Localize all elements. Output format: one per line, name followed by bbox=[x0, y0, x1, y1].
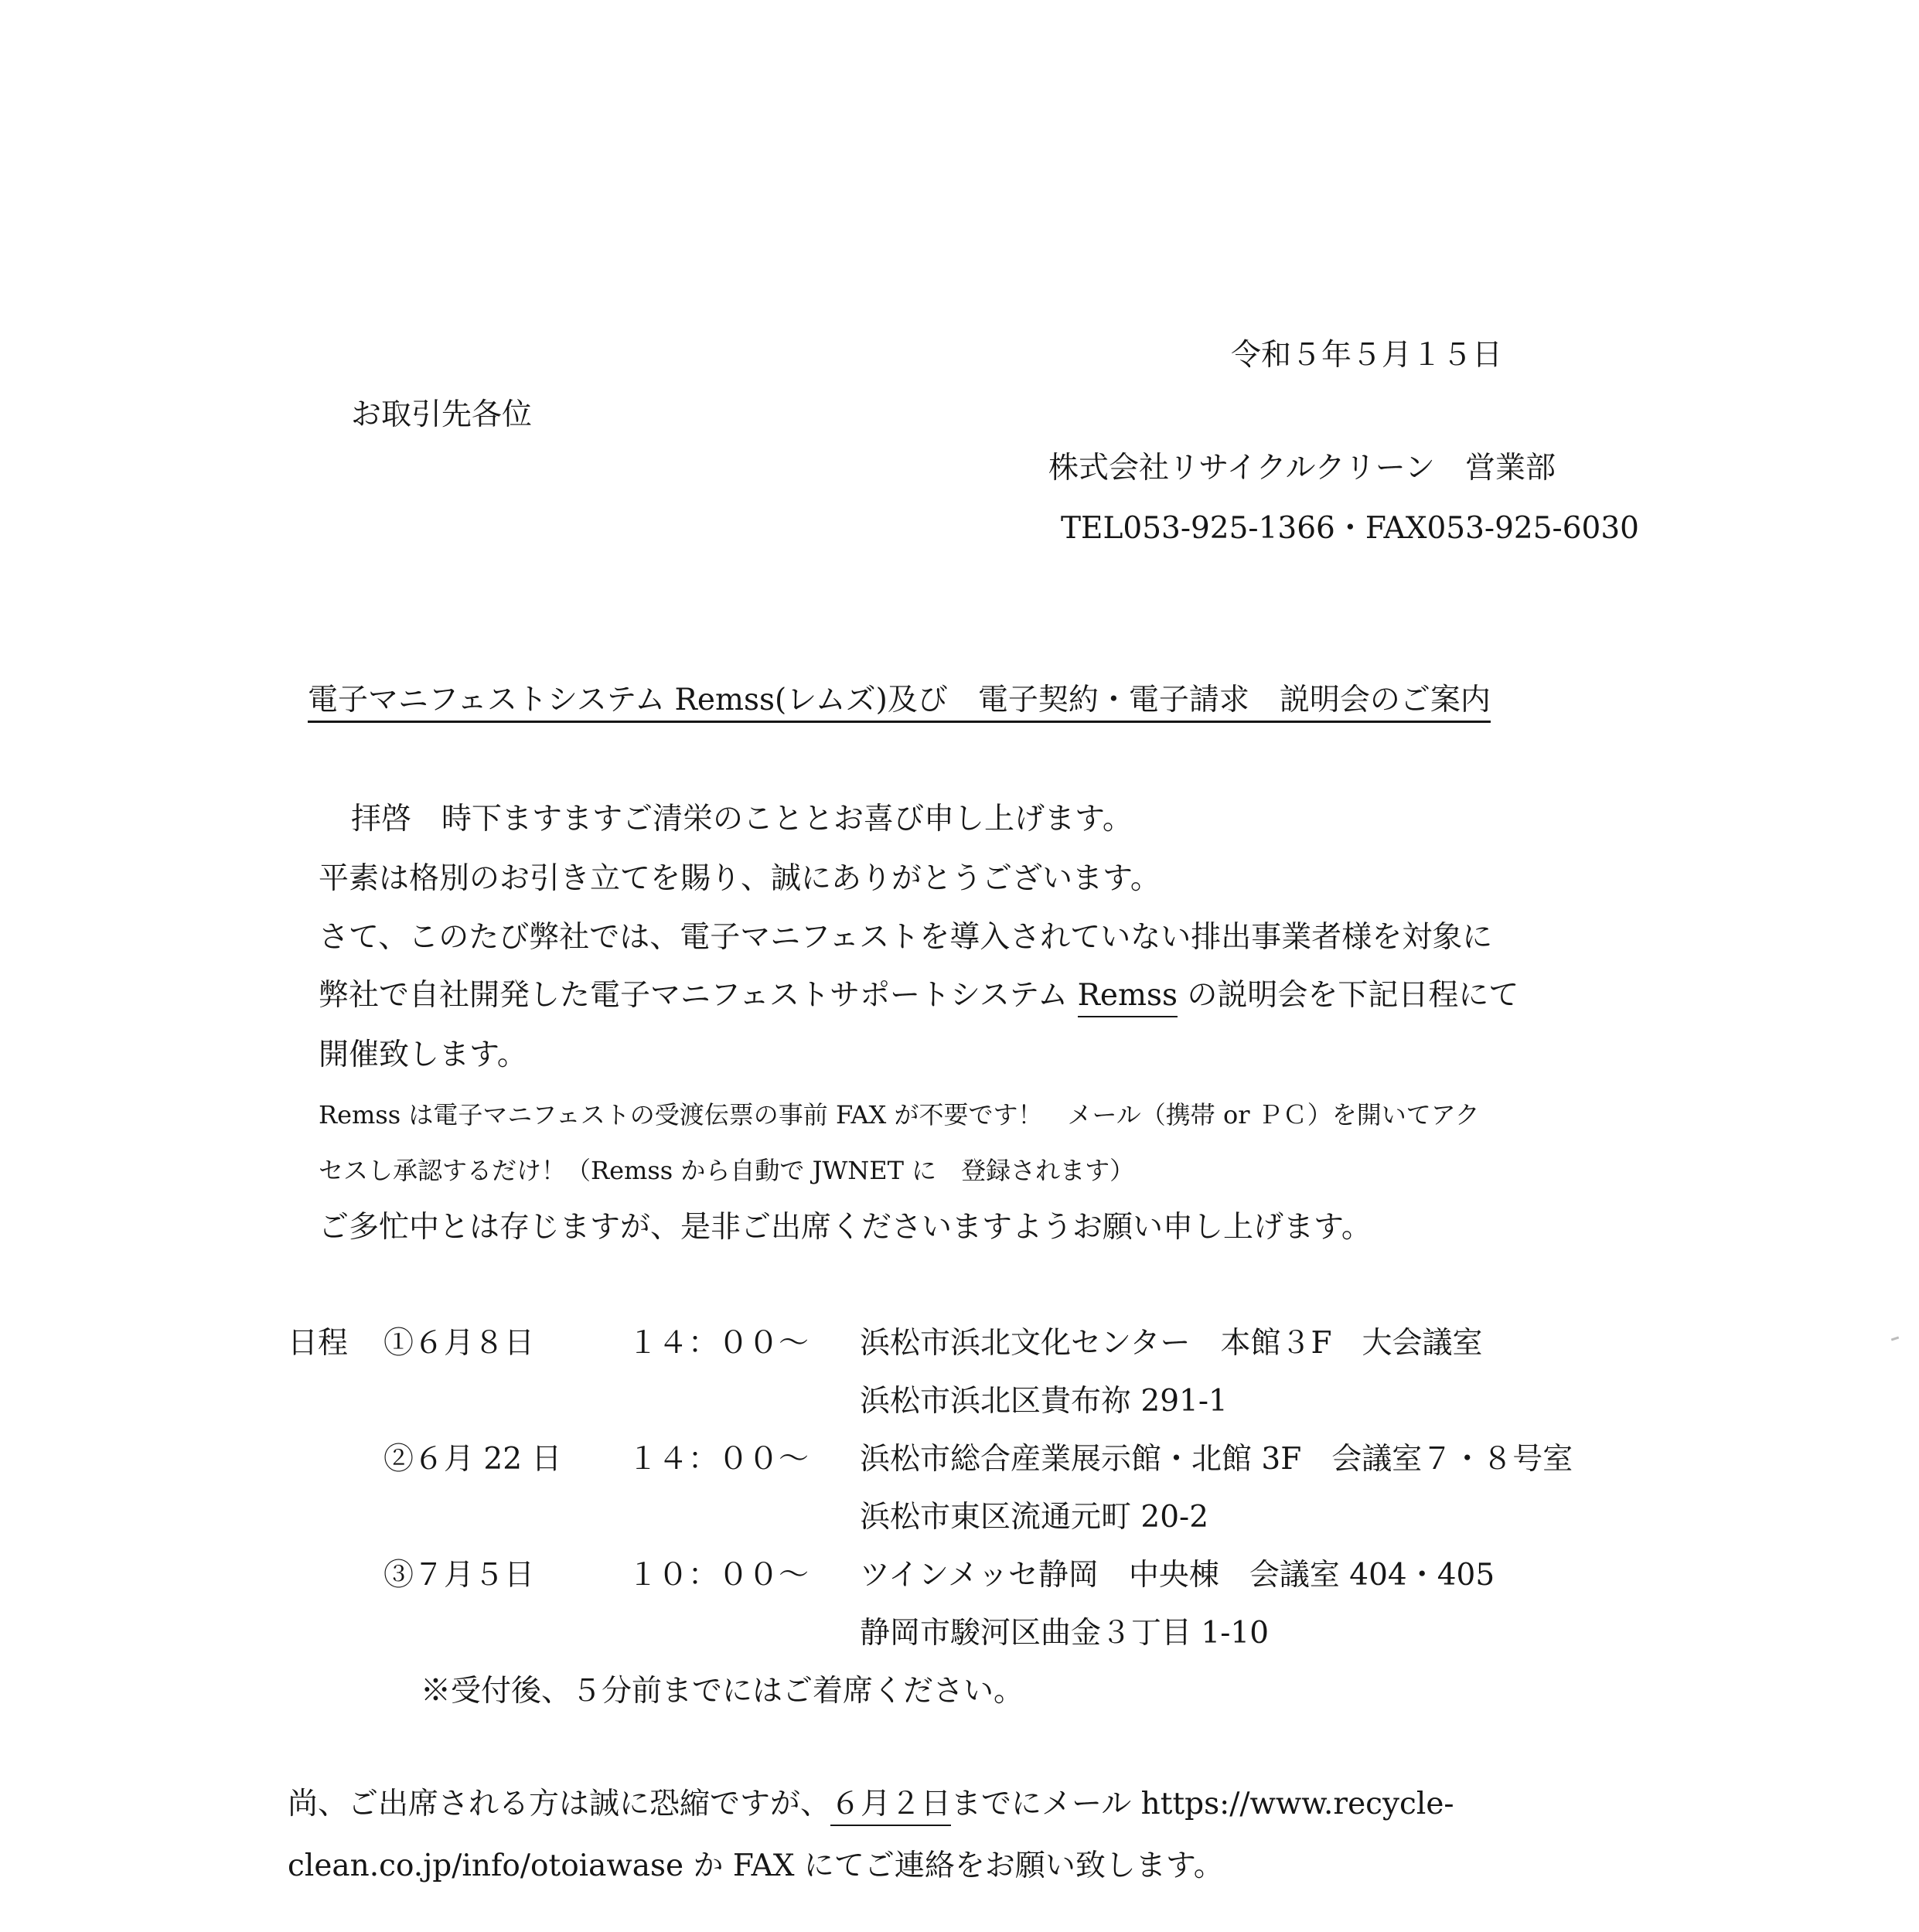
body-line-4-post: の説明会を下記日程にて bbox=[1178, 978, 1519, 1013]
scan-speck bbox=[1891, 1337, 1899, 1341]
closing-line-1-pre: 尚、ご出席される方は誠に恐縮ですが、 bbox=[288, 1787, 831, 1821]
recipient: お取引先各位 bbox=[351, 397, 533, 432]
body-line-4 bbox=[319, 978, 1519, 1013]
schedule-date-3: ③７月５日 bbox=[383, 1558, 535, 1593]
body-line-5: 開催致します。 bbox=[319, 1038, 527, 1072]
schedule-venue-3: ツインメッセ静岡 中央棟 会議室 404・405 bbox=[860, 1558, 1495, 1593]
sender-contact: TEL053-925-1366・FAX053-925-6030 bbox=[1061, 511, 1639, 546]
schedule-time-3: １０：００～ bbox=[628, 1558, 810, 1593]
schedule-venue-2: 浜松市総合産業展示館・北館 3F 会議室７・８号室 bbox=[860, 1442, 1573, 1477]
body-line-6: Remss は電子マニフェストの受渡伝票の事前 FAX が不要です！ メール（携帯 or ＰＣ）を開いてアク bbox=[319, 1100, 1480, 1130]
deadline-underlined: ６月２日 bbox=[830, 1787, 951, 1826]
closing-line-1 bbox=[288, 1789, 1454, 1819]
schedule-time-2: １４：００～ bbox=[628, 1442, 810, 1477]
document-title: 電子マニフェストシステム Remss(レムズ)及び 電子契約・電子請求 説明会のご案内 bbox=[308, 685, 1491, 723]
schedule-time-1: １４：００～ bbox=[628, 1326, 810, 1361]
schedule-date-2: ②６月 22 日 bbox=[383, 1442, 562, 1477]
schedule-label: 日程 bbox=[288, 1326, 349, 1361]
schedule-date-1: ①６月８日 bbox=[383, 1326, 535, 1361]
schedule-address-3: 静岡市駿河区曲金３丁目 1-10 bbox=[860, 1616, 1270, 1651]
letter-date: 令和５年５月１５日 bbox=[1231, 338, 1503, 373]
closing-line-1-post: までにメール https://www.recycle- bbox=[951, 1787, 1454, 1821]
body-line-7: セスし承認するだけ！（Remss から自動で JWNET に 登録されます） bbox=[319, 1156, 1135, 1185]
sender-company: 株式会社リサイクルクリーン 営業部 bbox=[1048, 451, 1556, 486]
closing-line-2: clean.co.jp/info/otoiawase か FAX にてご連絡をお願い致します。 bbox=[288, 1849, 1224, 1883]
schedule-address-1: 浜松市浜北区貴布祢 291-1 bbox=[860, 1384, 1228, 1419]
body-line-1: 拝啓 時下ますますご清栄のこととお喜び申し上げます。 bbox=[351, 802, 1133, 837]
body-line-3: さて、このたび弊社では、電子マニフェストを導入されていない排出事業者様を対象に bbox=[319, 920, 1493, 955]
remss-underlined: Remss bbox=[1078, 978, 1178, 1017]
schedule-venue-1: 浜松市浜北文化センター 本館３F 大会議室 bbox=[860, 1326, 1483, 1361]
body-line-4-pre: 弊社で自社開発した電子マニフェストサポートシステム bbox=[319, 978, 1078, 1013]
schedule-note: ※受付後、５分前までにはご着席ください。 bbox=[421, 1674, 1024, 1709]
schedule-address-2: 浜松市東区流通元町 20-2 bbox=[860, 1500, 1209, 1535]
body-line-2: 平素は格別のお引き立てを賜り、誠にありがとうございます。 bbox=[319, 861, 1161, 896]
body-line-8: ご多忙中とは存じますが、是非ご出席くださいますようお願い申し上げます。 bbox=[319, 1210, 1372, 1245]
